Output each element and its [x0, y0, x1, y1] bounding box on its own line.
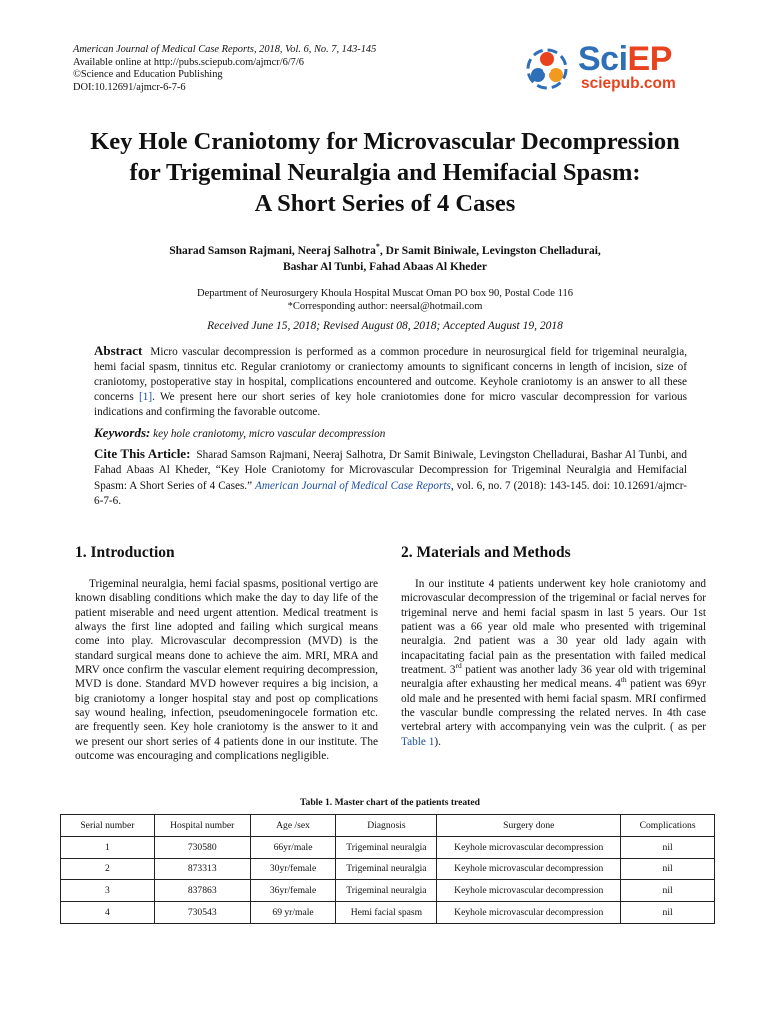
cell-diagnosis: Hemi facial spasm	[336, 902, 437, 924]
table-row	[61, 858, 715, 880]
keywords: Keywords: key hole craniotomy, micro vascular decompression	[94, 425, 386, 440]
cell-serial: 3	[61, 880, 155, 902]
available-online-line[interactable]: Available online at http://pubs.sciepub.com/ajmcr/6/7/6	[73, 56, 304, 68]
section-heading-introduction: 1. Introduction	[75, 544, 175, 561]
corresponding-author: *Corresponding author: neersal@hotmail.com	[287, 301, 483, 312]
cell-complications: nil	[621, 880, 715, 902]
table-header-row	[61, 815, 715, 837]
header-surgery-done: Surgery done	[437, 815, 621, 837]
table-caption: Table 1. Master chart of the patients treated	[300, 797, 480, 808]
department: Department of Neurosurgery Khoula Hospital Muscat Oman PO box 90, Postal Code 116	[197, 288, 573, 299]
sciepub-url[interactable]: sciepub.com	[581, 75, 676, 92]
header-age-sex: Age /sex	[250, 815, 336, 837]
article-title: Key Hole Craniotomy for Microvascular Decompression for Trigeminal Neuralgia and Hemifacial Spasm: A Short Series of 4 Cases	[90, 128, 680, 217]
header-hospital-number: Hospital number	[154, 815, 250, 837]
cite-label: Cite This Article:	[94, 446, 191, 461]
cell-diagnosis: Trigeminal neuralgia	[336, 880, 437, 902]
cell-complications: nil	[621, 902, 715, 924]
cell-hospital-number: 837863	[154, 880, 250, 902]
cell-hospital-number: 730543	[154, 902, 250, 924]
table-row	[61, 902, 715, 924]
cell-age-sex: 69 yr/male	[250, 902, 336, 924]
received-dates: Received June 15, 2018; Revised August 08, 2018; Accepted August 19, 2018	[207, 320, 563, 332]
cell-complications: nil	[621, 858, 715, 880]
keywords-label: Keywords:	[94, 425, 151, 440]
table-row	[61, 836, 715, 858]
cell-surgery: Keyhole microvascular decompression	[437, 902, 621, 924]
cell-hospital-number: 873313	[154, 858, 250, 880]
cell-serial: 2	[61, 858, 155, 880]
header-diagnosis: Diagnosis	[336, 815, 437, 837]
journal-line: American Journal of Medical Case Reports, 2018, Vol. 6, No. 7, 143-145	[73, 44, 377, 55]
cell-surgery: Keyhole microvascular decompression	[437, 880, 621, 902]
journal-link[interactable]: American Journal of Medical Case Reports	[255, 479, 451, 492]
author-list: Sharad Samson Rajmani, Neeraj Salhotra*, Dr Samit Biniwale, Levingston Chelladurai, Bashar Al Tunbi, Fahad Abaas Al Kheder	[169, 242, 601, 273]
header-serial-number: Serial number	[61, 815, 155, 837]
cite-this-article: Cite This Article: Sharad Samson Rajmani, Neeraj Salhotra, Dr Samit Biniwale, Levingston Chelladurai, Bashar Al Tunbi, and Fahad Abaas Al Kheder, “Key Hole Craniotomy for Microvascular Decompression for Trigeminal Neuralgia and Hemifacial Spasm: A Short Series of 4 Cases.” American Journal of Medical Case Reports, vol. 6, no. 7 (2018): 143-145. doi: 10.12691/ajmcr-6-7-6.	[94, 446, 687, 508]
sciep-logo-mark-icon	[522, 46, 572, 92]
affiliation	[60, 287, 710, 313]
cell-complications: nil	[621, 836, 715, 858]
abstract: Abstract Micro vascular decompression is performed as a common procedure in neurosurgical field for trigeminal neuralgia, hemi facial spasm, tinnitus etc. Regular craniotomy or craniectomy amounts to significant concerns in length of incision, size of craniotomy, postoperative stay in hospital, complications encountered and outcome. Keyhole craniotomy is an answer to all these concerns [1]. We present here our short series of key hole craniotomies done for micro vascular decompression for various indications and confirming the favorable outcome.	[94, 343, 687, 419]
methods-body: In our institute 4 patients underwent key hole craniotomy and microvascular decompression of the trigeminal or facial nerves for trigeminal nerve and hemi facial spasm in last 5 years. Our 1st patient was a 66 year old male who presented with trigeminal neuralgia. 2nd patient was a 30 year old lady again with incapacitating facial pain as the presentation with failed medical treatment. 3rd patient was another lady 36 year old with trigeminal neuralgia after exhausting her medical means. 4th patient was 69yr old male and he presented with hemi facial spasm. MRI confirmed the vascular bundle compressing the related nerves. In 4th case vertebral artery with accompanying vein was the culprit. ( as per Table 1).	[401, 578, 706, 748]
sciep-logo[interactable]	[522, 40, 694, 96]
doi-line[interactable]: DOI:10.12691/ajmcr-6-7-6	[73, 81, 186, 93]
journal-header	[73, 44, 376, 94]
cell-age-sex: 36yr/female	[250, 880, 336, 902]
introduction-body: Trigeminal neuralgia, hemi facial spasms, positional vertigo are known disabling conditions which make the day to day life of the patient miserable and need urgent attention. Medical treatment is always the first line adopted and failing which surgical means come into play. Microvascular decompression (MVD) is the standard surgical means done to achieve the aim. MRI, MRA and MRV once confirm the vascular element requiring decompression, MVD is done. Standard MVD however requires a big incision, a big craniotomy a longer hospital stay and post op complications say wound healing, infection, pseudomeningocele formation etc. are frequently seen. Key hole craniotomy is the answer to it and we present our short series of 4 patients done in our institute. The outcome was encouraging and complications negligible.	[75, 578, 378, 763]
table-row	[61, 880, 715, 902]
cell-age-sex: 66yr/male	[250, 836, 336, 858]
cell-surgery: Keyhole microvascular decompression	[437, 858, 621, 880]
cell-hospital-number: 730580	[154, 836, 250, 858]
sciep-wordmark: SciEP	[578, 40, 672, 78]
cell-age-sex: 30yr/female	[250, 858, 336, 880]
cell-diagnosis: Trigeminal neuralgia	[336, 836, 437, 858]
section-heading-methods: 2. Materials and Methods	[401, 544, 571, 561]
cell-diagnosis: Trigeminal neuralgia	[336, 858, 437, 880]
table-1-link[interactable]: Table 1	[401, 735, 435, 748]
header-complications: Complications	[621, 815, 715, 837]
cell-serial: 1	[61, 836, 155, 858]
patients-table	[60, 814, 715, 924]
reference-link[interactable]: [1]	[139, 391, 153, 404]
abstract-label: Abstract	[94, 343, 143, 358]
cell-serial: 4	[61, 902, 155, 924]
cell-surgery: Keyhole microvascular decompression	[437, 836, 621, 858]
publisher-line: ©Science and Education Publishing	[73, 69, 223, 81]
